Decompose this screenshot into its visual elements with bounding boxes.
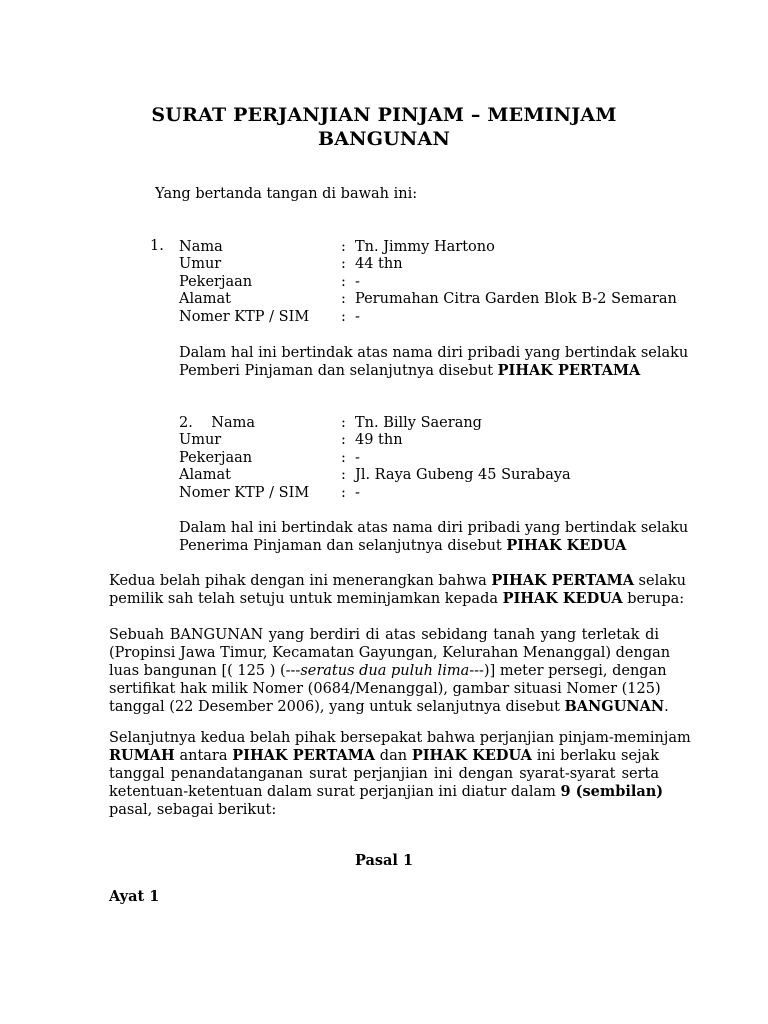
field-colon: : xyxy=(341,467,346,483)
paragraph-line: sertifikat hak milik Nomer (0684/Menanggal), gambar situasi Nomer (125) xyxy=(109,681,661,697)
field-label: Umur xyxy=(179,256,222,272)
text-run: antara xyxy=(174,748,233,764)
paragraph-building-description xyxy=(109,626,671,716)
acting-line xyxy=(179,537,659,555)
field-value: 44 thn xyxy=(355,256,403,272)
bold-run: PIHAK PERTAMA xyxy=(491,572,634,589)
bold-run: 9 (sembilan) xyxy=(560,783,664,800)
paragraph-line xyxy=(109,747,659,765)
paragraph-line xyxy=(109,572,686,590)
party-1-acting-statement xyxy=(179,344,689,380)
field-value: Jl. Raya Gubeng 45 Surabaya xyxy=(355,467,571,483)
field-label: Alamat xyxy=(179,291,231,307)
field-colon: : xyxy=(341,415,346,431)
field-colon: : xyxy=(341,450,346,466)
text-run: ---)] meter persegi, dengan xyxy=(469,663,667,679)
field-value: Perumahan Citra Garden Blok B-2 Semaran xyxy=(355,291,677,307)
text-run: tanggal (22 Desember 2006), yang untuk selanjutnya disebut xyxy=(109,699,565,715)
field-value: 49 thn xyxy=(355,432,403,448)
field-value: Tn. Billy Saerang xyxy=(355,415,482,431)
party-2-number: 2. xyxy=(179,415,193,431)
paragraph-line xyxy=(109,590,685,608)
text-run: selaku xyxy=(633,573,686,589)
text-run: dan xyxy=(375,748,412,764)
title-line-2: BANGUNAN xyxy=(317,128,451,150)
field-value: - xyxy=(355,485,360,501)
field-colon: : xyxy=(341,239,346,255)
field-colon: : xyxy=(341,485,346,501)
field-value: Tn. Jimmy Hartono xyxy=(355,239,495,255)
bold-run: RUMAH xyxy=(109,747,175,764)
field-label: Pekerjaan xyxy=(179,274,253,290)
party-2-acting-statement xyxy=(179,519,689,555)
acting-line: Dalam hal ini bertindak atas nama diri pribadi yang bertindak selaku xyxy=(179,345,689,361)
field-value: - xyxy=(355,274,360,290)
acting-line: Dalam hal ini bertindak atas nama diri pribadi yang bertindak selaku xyxy=(179,520,689,536)
title-line-1: SURAT PERJANJIAN PINJAM – MEMINJAM xyxy=(151,104,617,126)
paragraph-line: pasal, sebagai berikut: xyxy=(109,802,277,818)
paragraph-agreement xyxy=(109,572,686,608)
field-label xyxy=(179,414,255,432)
field-colon: : xyxy=(341,432,346,448)
italic-run: seratus dua puluh lima xyxy=(300,663,470,679)
text-run: berupa: xyxy=(622,591,685,607)
acting-text: Pemberi Pinjaman dan selanjutnya disebut xyxy=(179,363,498,379)
field-label: Nomer KTP / SIM xyxy=(179,485,310,501)
bold-run: BANGUNAN xyxy=(564,698,665,715)
field-label: Nomer KTP / SIM xyxy=(179,309,310,325)
paragraph-line: Selanjutnya kedua belah pihak bersepakat bahwa perjanjian pinjam-meminjam xyxy=(109,730,691,746)
field-value: - xyxy=(355,309,360,325)
text-run: . xyxy=(664,699,669,715)
text-run: ini berlaku sejak xyxy=(531,748,659,764)
text-run: luas bangunan [( 125 ) (--- xyxy=(109,663,301,679)
paragraph-line xyxy=(109,662,667,680)
field-label: Nama xyxy=(179,239,223,255)
text-run: ketentuan-ketentuan dalam surat perjanjian ini diatur dalam xyxy=(109,784,561,800)
section-heading-pasal: Pasal 1 xyxy=(354,852,414,869)
paragraph-terms xyxy=(109,729,691,819)
intro-text: Yang bertanda tangan di bawah ini: xyxy=(155,186,418,202)
field-value: - xyxy=(355,450,360,466)
paragraph-line xyxy=(109,783,664,801)
party-role-label: PIHAK KEDUA xyxy=(506,537,627,554)
field-colon: : xyxy=(341,291,346,307)
bold-run: PIHAK KEDUA xyxy=(411,747,532,764)
party-role-label: PIHAK PERTAMA xyxy=(497,362,641,379)
acting-line xyxy=(179,362,659,380)
field-colon: : xyxy=(341,309,346,325)
party-1-number: 1. xyxy=(150,238,164,254)
text-run: pemilik sah telah setuju untuk meminjamkan kepada xyxy=(109,591,503,607)
field-label-text: Nama xyxy=(211,415,256,431)
text-run: Kedua belah pihak dengan ini menerangkan bahwa xyxy=(109,573,492,589)
subsection-heading-ayat: Ayat 1 xyxy=(109,888,160,905)
field-colon: : xyxy=(341,274,346,290)
field-colon: : xyxy=(341,256,346,272)
paragraph-line: tanggal penandatanganan surat perjanjian ini dengan syarat-syarat serta xyxy=(109,766,659,782)
bold-run: PIHAK KEDUA xyxy=(502,590,623,607)
paragraph-line: (Propinsi Jawa Timur, Kecamatan Gayungan, Kelurahan Menanggal) dengan xyxy=(109,645,671,661)
paragraph-line: Sebuah BANGUNAN yang berdiri di atas sebidang tanah yang terletak di xyxy=(109,627,659,643)
field-label: Pekerjaan xyxy=(179,450,253,466)
bold-run: PIHAK PERTAMA xyxy=(232,747,376,764)
paragraph-line xyxy=(109,698,669,716)
acting-text: Penerima Pinjaman dan selanjutnya disebut xyxy=(179,538,507,554)
field-label: Alamat xyxy=(179,467,231,483)
field-label: Umur xyxy=(179,432,222,448)
